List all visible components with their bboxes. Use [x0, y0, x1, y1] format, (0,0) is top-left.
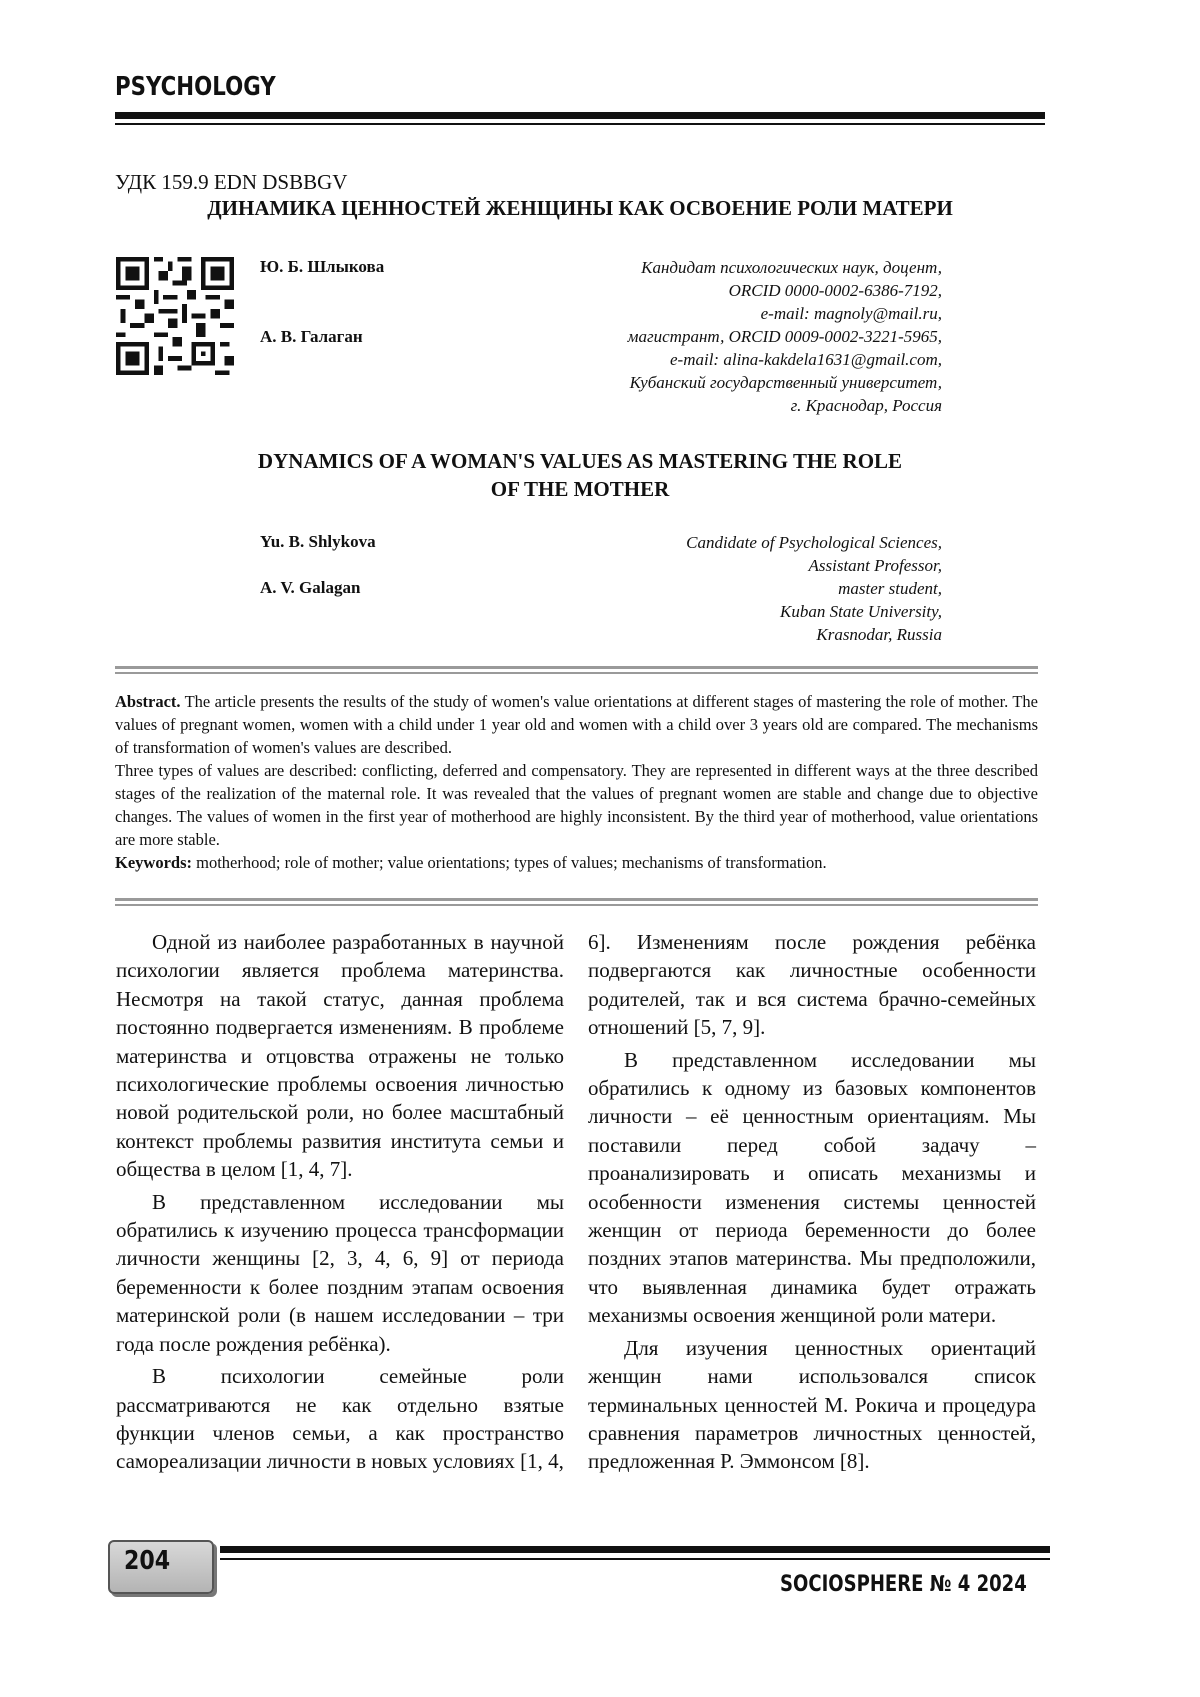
body-paragraph: Для изучения ценностных ориентаций женщин нами использовался список терминальных ценностей М. Рокича и процедура сравнения параметров личностных ценностей, предложенная Р. Эммонсом [8]. — [588, 1335, 1036, 1474]
abstract-paragraph — [115, 690, 1038, 759]
affil-ru-line: e-mail: alina-kakdela1631@gmail.com, — [670, 350, 942, 369]
abstract-top-rule — [115, 666, 1038, 669]
affil-ru-line: Кубанский государственный университет, — [629, 373, 942, 392]
body-paragraph: В психологии семейные роли рассматриваются не как отдельно взятые функции членов семьи, а как пространство самореализации личности в новых условиях [1, 4, — [116, 1364, 564, 1474]
abstract-bottom-rule — [115, 898, 1038, 901]
footer-rule-thick — [220, 1546, 1050, 1553]
keywords-text: motherhood; role of mother; value orientations; types of values; mechanisms of transformation. — [192, 853, 827, 872]
affil-ru-line: магистрант, ORCID 0009-0002-3221-5965, — [627, 327, 942, 346]
affil-en-line: Assistant Professor, — [808, 556, 942, 575]
body-column-left — [116, 928, 564, 1480]
abstract-label: Abstract. — [115, 692, 181, 711]
udk-line: УДК 159.9 EDN DSBBGV — [115, 170, 348, 194]
header-rule-thin — [115, 123, 1045, 125]
body-column-right — [588, 928, 1036, 1480]
affil-ru-line: e-mail: magnoly@mail.ru, — [760, 304, 942, 323]
abstract-text: The article presents the results of the study of women's value orientations at different stages of mastering the role of mother. The values of pregnant women, women with a child under 1 year old and women with a child over 3 years old are compared. The mechanisms of transformation of women's values are described. — [115, 692, 1038, 757]
abstract-top-rule-2 — [115, 672, 1038, 674]
affiliation-english — [686, 531, 942, 646]
title-english — [115, 447, 1045, 503]
body-paragraph: Одной из наиболее разработанных в научной психологии является проблема материнства. Несмотря на такой статус, данная проблема постоянно подвергается изменениям. В проблеме материнства и отцовства отражены не только психологические проблемы освоения личностью новой родительской роли, но более масштабный контекст проблемы развития института семьи и общества в целом [1, 4, 7]. — [116, 930, 564, 1182]
affiliation-russian — [628, 256, 942, 417]
affil-ru-line: г. Краснодар, Россия — [790, 396, 942, 415]
footer-rule-thin — [220, 1558, 1050, 1560]
author-ru-2: А. В. Галаган — [260, 327, 363, 346]
body-paragraph: В представленном исследовании мы обратились к изучению процесса трансформации личности женщины [2, 3, 4, 6, 9] от периода беременности к более поздним этапам освоения материнской роли (в нашем исследовании – три года после рождения ребёнка). — [116, 1189, 564, 1356]
author-en-2: A. V. Galagan — [260, 578, 361, 597]
journal-name: SOCIOSPHERE № 4 2024 — [780, 1572, 1027, 1597]
body-paragraph: В представленном исследовании мы обратились к одному из базовых компонентов личности – её ценностным ориентациям. Мы поставили перед собой задачу – проанализировать и описать механизмы и особенности изменения системы ценностей женщин от периода беременности до более поздних этапов материнства. Мы предположили, что выявленная динамика будет отражать механизмы освоения женщиной роли матери. — [588, 1047, 1036, 1328]
affil-en-line: master student, — [838, 579, 942, 598]
page-number: 204 — [124, 1546, 171, 1576]
affil-ru-line: Кандидат психологических наук, доцент, — [641, 258, 942, 277]
keywords-paragraph — [115, 851, 1038, 874]
author-en-1: Yu. B. Shlykova — [260, 532, 376, 551]
affil-ru-line: ORCID 0000-0002-6386-7192, — [728, 281, 942, 300]
affil-en-line: Candidate of Psychological Sciences, — [686, 533, 942, 552]
section-heading: PSYCHOLOGY — [115, 72, 276, 102]
abstract-bottom-rule-2 — [115, 904, 1038, 906]
header-rule-thick — [115, 112, 1045, 119]
title-english-line: DYNAMICS OF A WOMAN'S VALUES AS MASTERING THE ROLE — [257, 449, 903, 473]
title-russian: ДИНАМИКА ЦЕННОСТЕЙ ЖЕНЩИНЫ КАК ОСВОЕНИЕ РОЛИ МАТЕРИ — [207, 196, 953, 220]
body-paragraph: 6]. Изменениям после рождения ребёнка подвергаются как личностные особенности родителей, так и вся система брачно-семейных отношений [5, 7, 9]. — [588, 930, 1036, 1040]
affil-en-line: Kuban State University, — [780, 602, 942, 621]
author-ru-1: Ю. Б. Шлыкова — [260, 257, 385, 276]
keywords-label: Keywords: — [115, 853, 192, 872]
qr-code — [116, 257, 234, 375]
title-english-line: OF THE MOTHER — [490, 477, 670, 501]
affil-en-line: Krasnodar, Russia — [816, 625, 942, 644]
abstract-paragraph-2: Three types of values are described: conflicting, deferred and compensatory. They are represented in different ways at the three described stages of the realization of the maternal role. It was revealed that the values of pregnant women are stable and change due to objective changes. The values of women in the first year of motherhood are highly inconsistent. By the third year of motherhood, value orientations are more stable. — [115, 761, 1038, 849]
abstract-block — [115, 690, 1038, 874]
